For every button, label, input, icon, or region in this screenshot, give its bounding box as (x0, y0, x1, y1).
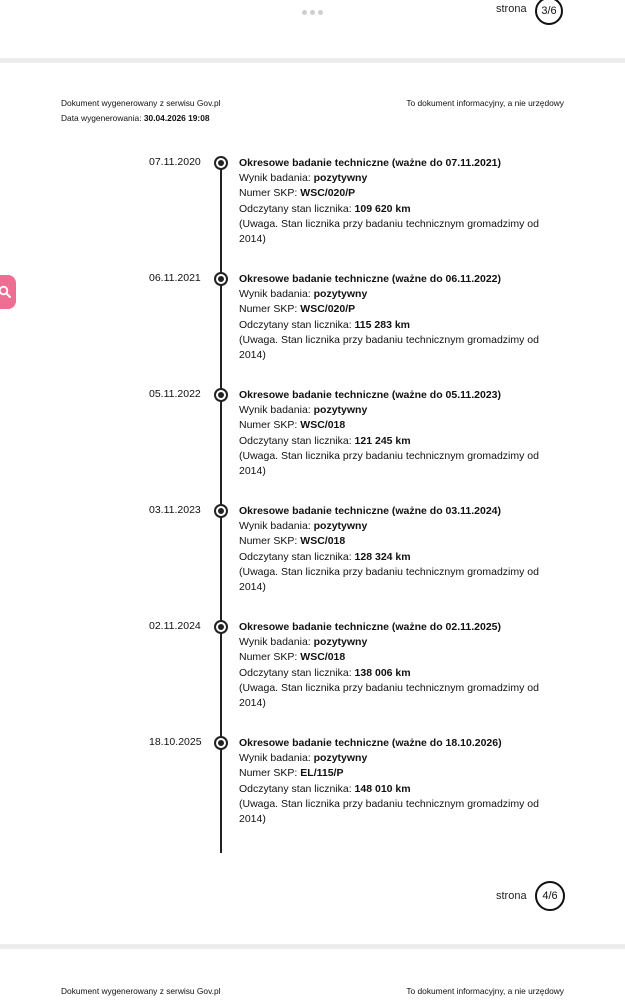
odometer-value: 115 283 km (354, 318, 411, 331)
result-label: Wynik badania: (239, 752, 314, 765)
generated-by-text: Dokument wygenerowany z serwisu Gov.pl (61, 98, 221, 108)
odometer-label: Odczytany stan licznika: (239, 550, 355, 563)
timeline-entry (0, 388, 625, 498)
page-label: strona (496, 890, 527, 902)
timeline-node-icon (214, 272, 228, 286)
odometer-value: 128 324 km (354, 550, 411, 563)
result-line (239, 403, 544, 418)
skp-line (239, 186, 544, 201)
result-label: Wynik badania: (239, 288, 314, 301)
inspection-date: 06.11.2021 (149, 272, 201, 284)
odometer-line (239, 550, 544, 565)
timeline-node-icon (214, 504, 228, 518)
odometer-line (239, 666, 544, 681)
odometer-line (239, 318, 544, 333)
odometer-note: (Uwaga. Stan licznika przy badaniu technicznym gromadzimy od 2014) (239, 797, 539, 826)
entry-content (239, 736, 544, 827)
skp-label: Numer SKP: (239, 303, 301, 316)
odometer-value: 138 006 km (354, 666, 411, 679)
odometer-note: (Uwaga. Stan licznika przy badaniu technicznym gromadzimy od 2014) (239, 565, 539, 594)
page-indicator: 3/6 (535, 0, 563, 25)
odometer-label: Odczytany stan licznika: (239, 782, 355, 795)
skp-value: WSC/018 (300, 419, 346, 432)
inspection-date: 07.11.2020 (149, 156, 201, 168)
page-separator (0, 944, 625, 949)
skp-line (239, 302, 544, 317)
result-label: Wynik badania: (239, 520, 314, 533)
inspection-date: 03.11.2023 (149, 504, 201, 516)
skp-line (239, 534, 544, 549)
skp-label: Numer SKP: (239, 767, 301, 780)
result-value: pozytywny (313, 752, 368, 765)
odometer-note: (Uwaga. Stan licznika przy badaniu technicznym gromadzimy od 2014) (239, 217, 539, 246)
entry-title: Okresowe badanie techniczne (ważne do 06.11.2022) (239, 273, 502, 285)
odometer-value: 148 010 km (354, 782, 411, 795)
skp-value: WSC/018 (300, 651, 346, 664)
odometer-line (239, 782, 544, 797)
result-label: Wynik badania: (239, 404, 314, 417)
skp-value: WSC/018 (300, 535, 346, 548)
top-bar (0, 0, 625, 58)
result-line (239, 635, 544, 650)
skp-line (239, 650, 544, 665)
odometer-label: Odczytany stan licznika: (239, 202, 355, 215)
page-label: strona (496, 3, 527, 15)
result-line (239, 171, 544, 186)
more-dots-icon[interactable] (302, 10, 323, 15)
timeline-entry (0, 736, 625, 846)
entry-title: Okresowe badanie techniczne (ważne do 02.11.2025) (239, 621, 502, 633)
entry-content (239, 504, 544, 595)
entry-title: Okresowe badanie techniczne (ważne do 07.11.2021) (239, 157, 502, 169)
entry-title: Okresowe badanie techniczne (ważne do 05.11.2023) (239, 389, 502, 401)
timeline-node-icon (214, 736, 228, 750)
generation-date (61, 113, 210, 123)
result-line (239, 519, 544, 534)
skp-label: Numer SKP: (239, 419, 301, 432)
skp-value: WSC/020/P (300, 187, 356, 200)
skp-line (239, 418, 544, 433)
page-indicator: 4/6 (535, 881, 565, 911)
inspection-date: 05.11.2022 (149, 388, 201, 400)
skp-label: Numer SKP: (239, 651, 301, 664)
result-value: pozytywny (313, 404, 368, 417)
odometer-value: 109 620 km (354, 202, 411, 215)
result-value: pozytywny (313, 172, 368, 185)
odometer-note: (Uwaga. Stan licznika przy badaniu technicznym gromadzimy od 2014) (239, 681, 539, 710)
odometer-note: (Uwaga. Stan licznika przy badaniu technicznym gromadzimy od 2014) (239, 449, 539, 478)
inspection-date: 18.10.2025 (149, 736, 202, 748)
timeline-entry (0, 156, 625, 266)
skp-value: EL/115/P (300, 767, 344, 780)
entry-title: Okresowe badanie techniczne (ważne do 18.10.2026) (239, 737, 502, 749)
skp-value: WSC/020/P (300, 303, 356, 316)
skp-line (239, 766, 544, 781)
result-value: pozytywny (313, 520, 368, 533)
inspection-date: 02.11.2024 (149, 620, 201, 632)
result-line (239, 287, 544, 302)
odometer-value: 121 245 km (354, 434, 411, 447)
result-label: Wynik badania: (239, 172, 314, 185)
entry-content (239, 272, 544, 363)
odometer-note: (Uwaga. Stan licznika przy badaniu technicznym gromadzimy od 2014) (239, 333, 539, 362)
generation-date-value: 30.04.2026 19:08 (143, 113, 210, 123)
odometer-line (239, 202, 544, 217)
odometer-label: Odczytany stan licznika: (239, 434, 355, 447)
odometer-label: Odczytany stan licznika: (239, 666, 355, 679)
timeline-entry (0, 620, 625, 730)
timeline-node-icon (214, 620, 228, 634)
result-value: pozytywny (313, 636, 368, 649)
result-line (239, 751, 544, 766)
generation-date-label: Data wygenerowania: (61, 113, 144, 123)
skp-label: Numer SKP: (239, 187, 301, 200)
timeline-node-icon (214, 156, 228, 170)
info-notice: To dokument informacyjny, a nie urzędowy (406, 98, 564, 108)
entry-content (239, 620, 544, 711)
generated-by-text: Dokument wygenerowany z serwisu Gov.pl (61, 986, 221, 996)
timeline-node-icon (214, 388, 228, 402)
info-notice: To dokument informacyjny, a nie urzędowy (406, 986, 564, 996)
timeline-entry (0, 272, 625, 382)
skp-label: Numer SKP: (239, 535, 301, 548)
result-value: pozytywny (313, 288, 368, 301)
result-label: Wynik badania: (239, 636, 314, 649)
entry-content (239, 388, 544, 479)
timeline-entry (0, 504, 625, 614)
odometer-line (239, 434, 544, 449)
entry-title: Okresowe badanie techniczne (ważne do 03.11.2024) (239, 505, 502, 517)
entry-content (239, 156, 544, 247)
page-separator (0, 58, 625, 63)
odometer-label: Odczytany stan licznika: (239, 318, 355, 331)
